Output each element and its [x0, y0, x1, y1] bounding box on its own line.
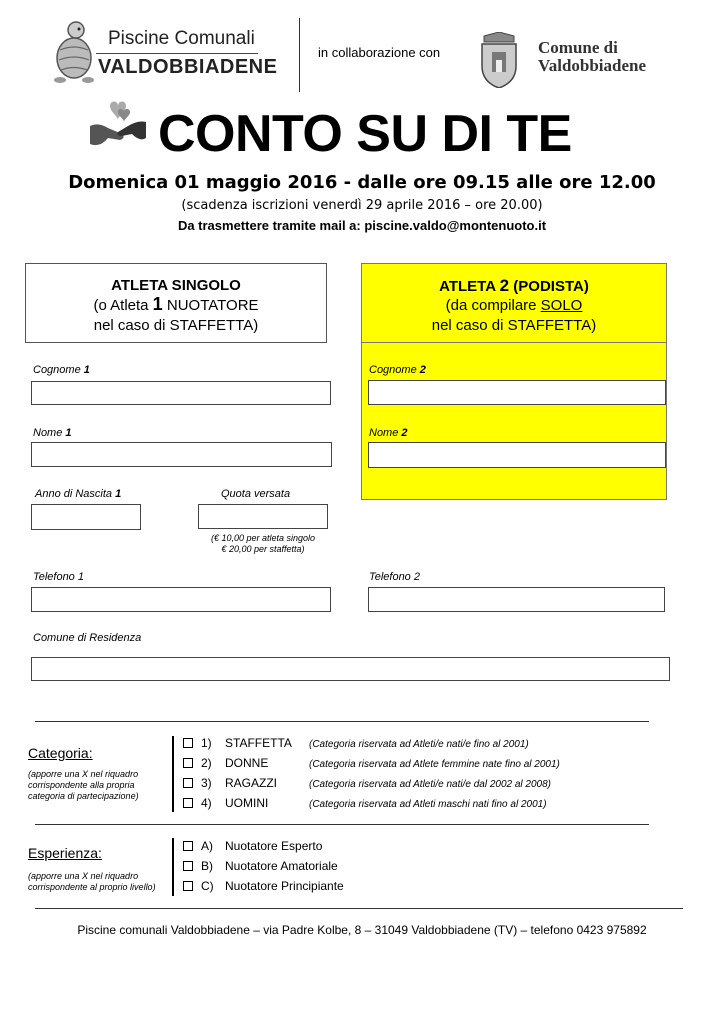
anno-label: Anno di Nascita 1 [35, 488, 122, 500]
nome1-label: Nome 1 [33, 427, 72, 439]
categoria-option-staffetta[interactable]: 1) STAFFETTA (Categoria riservata ad Atleti/e nati/e fino al 2001) [183, 733, 560, 753]
collab-text: in collaborazione con [318, 45, 441, 60]
page-title: CONTO SU DI TE [158, 105, 572, 163]
event-date: Domenica 01 maggio 2016 - dalle ore 09.15 alle ore 12.00 [68, 172, 656, 193]
esperienza-title: Esperienza: [28, 845, 102, 861]
esperienza-options [183, 836, 344, 896]
comune-input[interactable] [31, 657, 670, 681]
athlete2-subtitle: (da compilare SOLO [445, 297, 583, 314]
categoria-note: (apporre una X nel riquadro corrispondente alla propria categoria di partecipazione) [28, 769, 139, 801]
telefono2-input[interactable] [368, 587, 665, 612]
checkbox-icon[interactable] [183, 778, 193, 788]
logo-left-line1: Piscine Comunali [108, 28, 255, 49]
cognome1-label: Cognome 1 [33, 364, 90, 376]
athlete1-header [25, 263, 327, 343]
esperienza-option-esperto[interactable]: A) Nuotatore Esperto [183, 836, 344, 856]
header-divider [299, 18, 300, 92]
logo-left-line2: VALDOBBIADENE [98, 56, 278, 78]
nome2-input[interactable] [368, 442, 666, 468]
esperienza-note: (apporre una X nel riquadro corrispondente al proprio livello) [28, 871, 156, 892]
athlete2-title: ATLETA 2 (PODISTA) [439, 276, 589, 295]
nome1-input[interactable] [31, 442, 332, 467]
checkbox-icon[interactable] [183, 841, 193, 851]
piscine-logo [52, 18, 278, 86]
telefono1-input[interactable] [31, 587, 331, 612]
crest-icon [478, 32, 520, 88]
comune-label: Comune di Residenza [33, 632, 142, 644]
logo-rule [96, 53, 258, 54]
checkbox-icon[interactable] [183, 798, 193, 808]
quota-label: Quota versata [221, 488, 291, 500]
categoria-bracket [172, 736, 174, 812]
cognome2-input[interactable] [368, 380, 666, 405]
anno-input[interactable] [31, 504, 141, 530]
divider [35, 824, 649, 825]
telefono1-label: Telefono 1 [33, 571, 84, 583]
deadline-note: (scadenza iscrizioni venerdì 29 aprile 2016 – ore 20.00) [181, 198, 543, 213]
nome2-label: Nome 2 [369, 427, 408, 439]
categoria-options [183, 733, 560, 813]
athlete2-header [361, 263, 667, 343]
divider [35, 721, 649, 722]
athlete1-note: nel caso di STAFFETTA) [93, 317, 259, 334]
mail-instructions: Da trasmettere tramite mail a: piscine.valdo@montenuoto.it [177, 218, 547, 233]
quota-note: (€ 10,00 per atleta singolo € 20,00 per staffetta) [210, 533, 316, 554]
logo-right-line2: Valdobbiadene [538, 56, 647, 75]
comune-logo [478, 32, 678, 92]
checkbox-icon[interactable] [183, 861, 193, 871]
athlete2-note: nel caso di STAFFETTA) [431, 317, 597, 334]
esperienza-option-principiante[interactable]: C) Nuotatore Principiante [183, 876, 344, 896]
categoria-option-uomini[interactable]: 4) UOMINI (Categoria riservata ad Atleti maschi nati fino al 2001) [183, 793, 560, 813]
checkbox-icon[interactable] [183, 881, 193, 891]
telefono2-label: Telefono 2 [369, 571, 420, 583]
logo-right-line1: Comune di [538, 38, 618, 57]
athlete1-subtitle: (o Atleta 1 NUOTATORE [93, 294, 259, 314]
checkbox-icon[interactable] [183, 758, 193, 768]
esperienza-option-amatoriale[interactable]: B) Nuotatore Amatoriale [183, 856, 344, 876]
cognome1-input[interactable] [31, 381, 331, 405]
categoria-option-donne[interactable]: 2) DONNE (Categoria riservata ad Atlete femmine nate fino al 2001) [183, 753, 560, 773]
athlete1-title: ATLETA SINGOLO [111, 277, 241, 294]
turtle-icon [52, 20, 96, 86]
quota-input[interactable] [198, 504, 328, 529]
categoria-title: Categoria: [28, 745, 93, 761]
footer-address: Piscine comunali Valdobbiadene – via Padre Kolbe, 8 – 31049 Valdobbiadene (TV) – telefono 0423 975892 [77, 923, 647, 937]
categoria-option-ragazzi[interactable]: 3) RAGAZZI (Categoria riservata ad Atleti/e nati/e dal 2002 al 2008) [183, 773, 560, 793]
hands-heart-icon [88, 96, 148, 156]
checkbox-icon[interactable] [183, 738, 193, 748]
cognome2-label: Cognome 2 [369, 364, 426, 376]
footer-divider [35, 908, 683, 909]
esperienza-bracket [172, 838, 174, 896]
